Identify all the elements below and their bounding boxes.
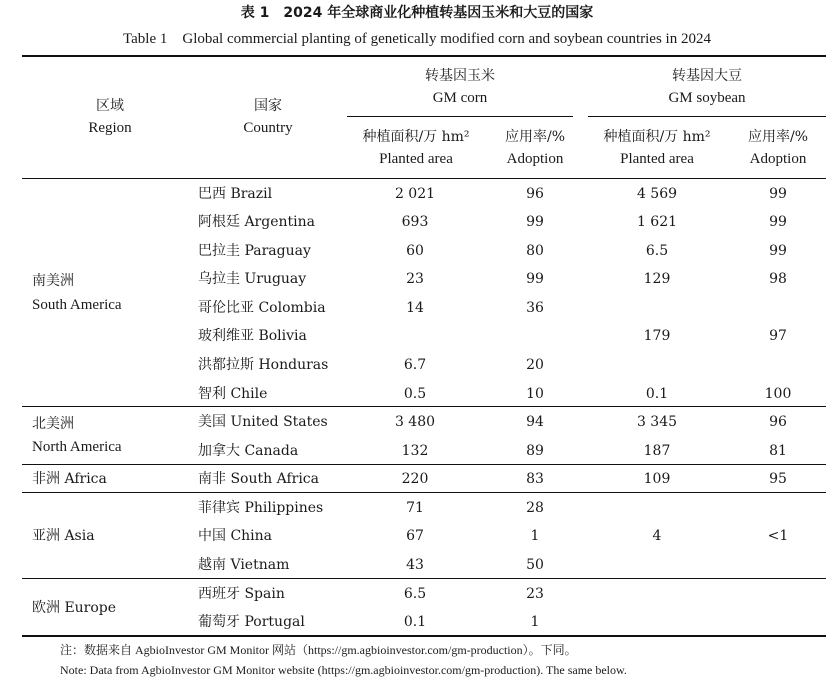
header-soy-area-cn: 种植面积/万 hm² [603,129,711,145]
cell-corn-area: 67 [406,528,424,544]
cell-corn-adoption: 83 [526,471,544,487]
header-corn-adoption-cn: 应用率/% [504,129,566,145]
header-corn-area-en: Planted area [379,151,453,167]
cell-soy-adoption: 96 [769,414,787,430]
cell-corn-area: 0.1 [403,614,427,630]
cell-corn-adoption: 80 [526,243,544,259]
cell-corn-area: 43 [406,557,424,573]
region-europe: 欧洲 Europe [32,600,117,616]
header-soy-adoption-en: Adoption [749,151,807,167]
cell-soy-adoption: 99 [769,243,787,259]
cell-corn-area: 0.5 [403,386,427,402]
header-soy-adoption-cn: 应用率/% [747,129,809,145]
cell-corn-area: 132 [401,443,429,459]
cell-country: 加拿大 Canada [198,443,299,459]
cell-corn-adoption: 23 [526,586,544,602]
cell-soy-area: 0.1 [645,386,669,402]
north-america-divider [22,464,826,465]
cell-soy-adoption: 81 [769,443,787,459]
cell-corn-adoption: 36 [526,300,544,316]
region-north-america-cn: 北美洲 [32,416,74,432]
cell-soy-adoption: 98 [769,271,787,287]
cell-country: 中国 China [198,528,273,544]
region-africa: 非洲 Africa [32,471,107,487]
footnote-en: Note: Data from AgbioInvestor GM Monitor website (https://gm.agbioinvestor.com/gm-production). The same below. [60,663,627,677]
table-title-en: Table 1 Global commercial planting of genetically modified corn and soybean countries in 2024 [123,31,711,47]
cell-corn-area: 23 [406,271,424,287]
cell-country: 智利 Chile [198,386,268,402]
cell-country: 哥伦比亚 Colombia [198,300,326,316]
cell-corn-adoption: 50 [526,557,544,573]
asia-soy-adoption: <1 [767,528,789,544]
header-region-en: Region [88,120,132,136]
header-corn-area-cn: 种植面积/万 hm² [362,129,470,145]
table-title-cn: 表 1 2024 年全球商业化种植转基因玉米和大豆的国家 [240,5,594,21]
cell-corn-area: 6.7 [403,357,427,373]
cell-corn-area: 71 [406,500,424,516]
cell-corn-adoption: 20 [526,357,544,373]
cell-soy-area: 6.5 [645,243,669,259]
header-corn-cn: 转基因玉米 [425,68,495,84]
cell-country: 乌拉圭 Uruguay [198,271,307,287]
header-corn-en: GM corn [432,90,488,106]
cell-corn-area: 693 [401,214,429,230]
header-soybean-en: GM soybean [668,90,746,106]
cell-soy-area: 187 [643,443,671,459]
cell-soy-area: 109 [643,471,671,487]
cell-soy-area: 129 [643,271,671,287]
region-north-america-en: North America [32,439,122,455]
africa-divider [22,492,826,493]
cell-corn-adoption: 1 [530,528,540,544]
cell-corn-area: 60 [406,243,424,259]
region-south-america-cn: 南美洲 [32,273,74,289]
cell-country: 葡萄牙 Portugal [198,614,305,630]
cell-corn-area: 220 [401,471,429,487]
region-south-america-en: South America [32,297,122,313]
cell-soy-adoption: 97 [769,328,787,344]
corn-group-rule [347,116,573,117]
cell-country: 巴西 Brazil [198,186,273,202]
south-america-divider [22,406,826,407]
cell-country: 巴拉圭 Paraguay [198,243,311,259]
cell-soy-area: 1 621 [636,214,678,230]
cell-soy-area: 4 569 [636,186,678,202]
cell-soy-adoption: 99 [769,214,787,230]
cell-corn-adoption: 99 [526,271,544,287]
header-soybean-cn: 转基因大豆 [672,68,742,84]
cell-corn-adoption: 89 [526,443,544,459]
top-rule [22,55,826,57]
cell-corn-adoption: 94 [526,414,544,430]
header-country-cn: 国家 [254,98,282,114]
soy-group-rule [588,116,826,117]
cell-corn-area: 3 480 [394,414,436,430]
cell-corn-area: 6.5 [403,586,427,602]
cell-corn-area: 2 021 [394,186,436,202]
header-country-en: Country [243,120,293,136]
header-soy-area-en: Planted area [620,151,694,167]
cell-country: 美国 United States [198,414,328,430]
header-region-cn: 区域 [96,98,124,114]
cell-country: 越南 Vietnam [198,557,290,573]
cell-corn-adoption: 99 [526,214,544,230]
header-corn-adoption-en: Adoption [506,151,564,167]
cell-country: 南非 South Africa [198,471,319,487]
cell-soy-area: 179 [643,328,671,344]
cell-country: 菲律宾 Philippines [198,500,324,516]
asia-divider [22,578,826,579]
asia-soy-area: 4 [652,528,662,544]
cell-country: 西班牙 Spain [198,586,285,602]
bottom-rule [22,635,826,637]
cell-corn-adoption: 1 [530,614,540,630]
footnote-cn: 注：数据来自 AgbioInvestor GM Monitor 网站（https://gm.agbioinvestor.com/gm-production）。下同。 [60,643,577,657]
region-asia: 亚洲 Asia [32,528,95,544]
cell-corn-adoption: 28 [526,500,544,516]
cell-soy-adoption: 99 [769,186,787,202]
cell-soy-area: 3 345 [636,414,678,430]
header-rule [22,178,826,179]
cell-soy-adoption: 100 [764,386,792,402]
cell-corn-adoption: 10 [526,386,544,402]
cell-country: 洪都拉斯 Honduras [198,357,329,373]
cell-corn-area: 14 [406,300,424,316]
cell-country: 玻利维亚 Bolivia [198,328,307,344]
cell-soy-adoption: 95 [769,471,787,487]
cell-corn-adoption: 96 [526,186,544,202]
cell-country: 阿根廷 Argentina [198,214,315,230]
